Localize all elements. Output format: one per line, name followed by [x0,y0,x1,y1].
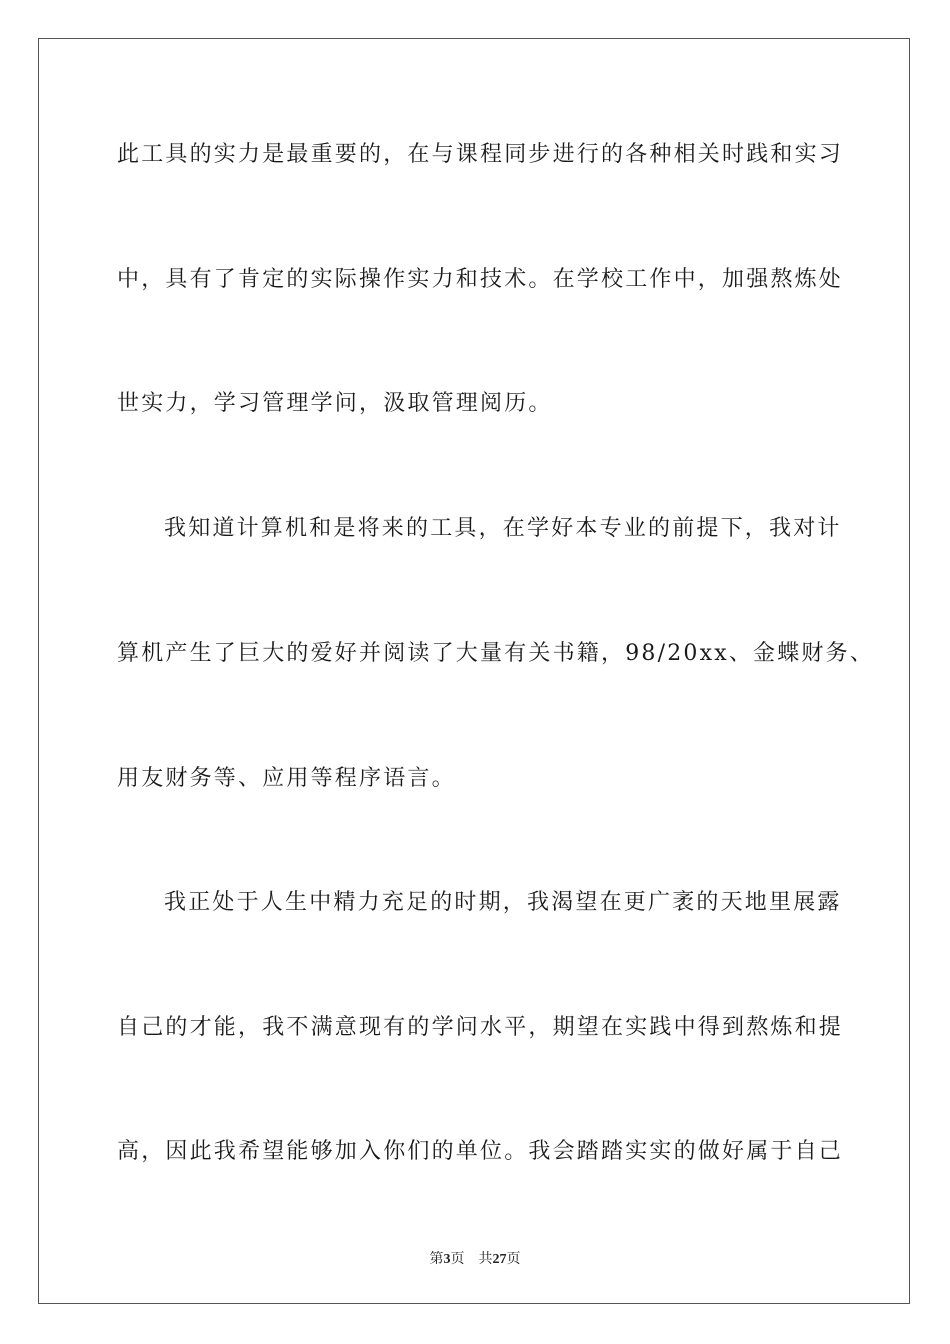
body-text-line: 高，因此我希望能够加入你们的单位。我会踏踏实实的做好属于自己 [117,1139,844,1164]
page-suffix: 页 [450,1252,465,1267]
total-suffix: 页 [506,1252,521,1267]
body-text-line: 用友财务等、应用等程序语言。 [117,766,456,791]
body-text-line: 中，具有了肯定的实际操作实力和技术。在学校工作中，加强熬炼处 [117,267,844,292]
page-border [38,38,910,1304]
page-number: 3 [443,1252,451,1267]
body-text-line: 算机产生了巨大的爱好并阅读了大量有关书籍，98/20xx、金蝶财务、 [117,641,875,666]
body-text-line: 此工具的实力是最重要的，在与课程同步进行的各种相关时践和实习 [117,142,844,167]
page-footer [0,1248,950,1268]
paragraph-first-line: 我知道计算机和是将来的工具，在学好本专业的前提下，我对计 [164,516,842,541]
body-text-line: 自己的才能，我不满意现有的学问水平，期望在实践中得到熬炼和提 [117,1015,844,1040]
page-prefix: 第 [429,1252,444,1267]
total-prefix: 共 [478,1252,493,1267]
body-text-line: 世实力，学习管理学问，汲取管理阅历。 [117,391,553,416]
paragraph-first-line: 我正处于人生中精力充足的时期，我渴望在更广袤的天地里展露 [164,890,842,915]
total-pages: 27 [492,1252,507,1267]
